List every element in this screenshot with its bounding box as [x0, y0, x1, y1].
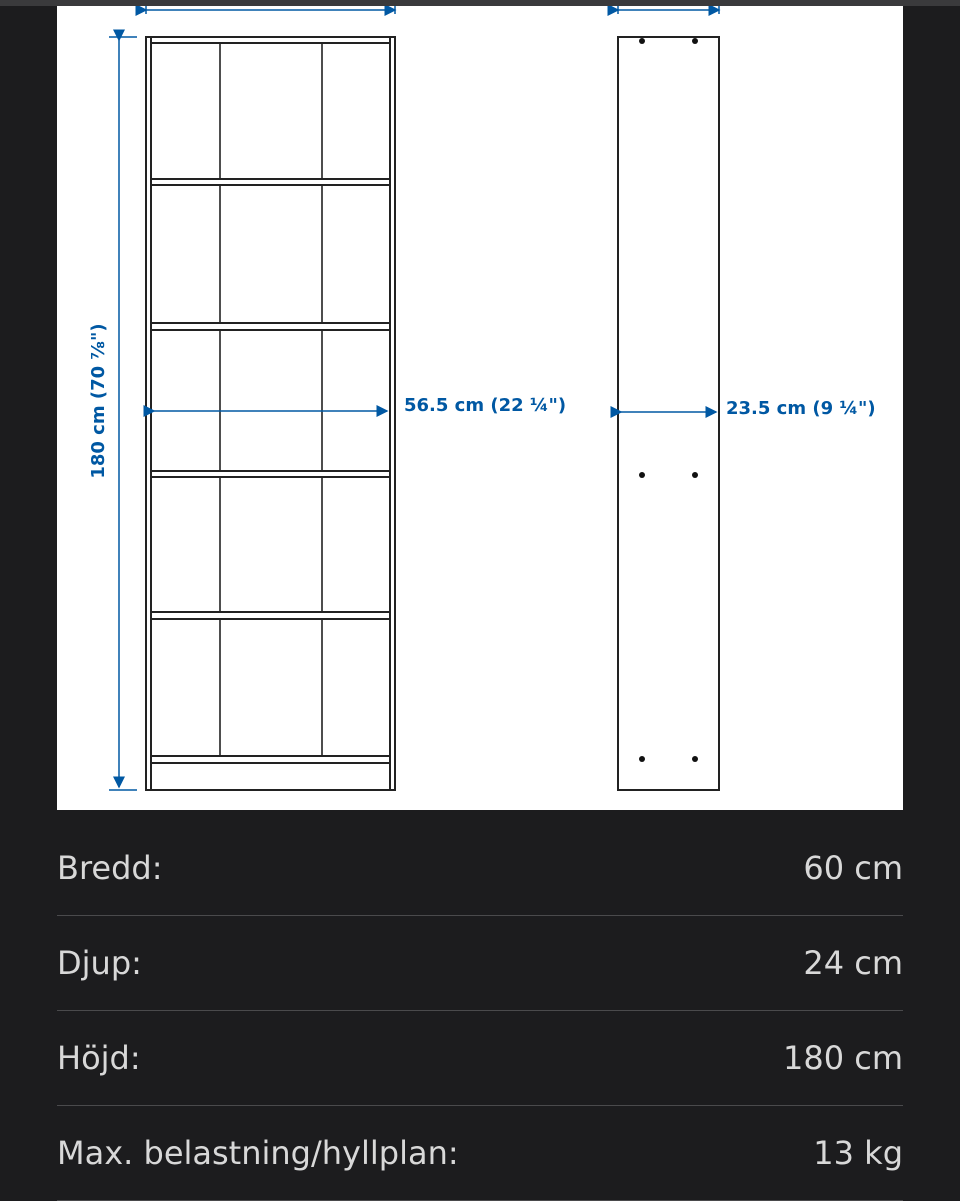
- spec-label: Höjd:: [57, 1039, 141, 1077]
- depth-label: 23.5 cm (9 ¼"): [726, 398, 876, 419]
- spec-label: Djup:: [57, 944, 142, 982]
- product-dimension-drawing: [57, 6, 903, 810]
- spec-label: Bredd:: [57, 849, 163, 887]
- spec-value: 60 cm: [803, 849, 903, 887]
- spec-value: 24 cm: [803, 944, 903, 982]
- shelf-pin-holes: [639, 38, 698, 762]
- dimension-svg: [57, 6, 903, 810]
- spec-label: Max. belastning/hyllplan:: [57, 1134, 459, 1172]
- side-view: [618, 37, 719, 790]
- front-view: [146, 37, 395, 790]
- spec-value: 180 cm: [782, 1039, 903, 1077]
- shelves: [151, 43, 390, 763]
- spec-row-width: [57, 821, 903, 916]
- back-panel-seams: [220, 43, 322, 756]
- spec-row-max-load: [57, 1106, 903, 1201]
- front-outer-frame: [146, 37, 395, 790]
- spec-row-height: [57, 1011, 903, 1106]
- side-panel: [618, 37, 719, 790]
- spec-row-depth: [57, 916, 903, 1011]
- height-dimension: [109, 37, 137, 790]
- spec-list: [57, 821, 903, 1201]
- spec-value: 13 kg: [813, 1134, 903, 1172]
- side-top-bracket: [618, 6, 719, 14]
- height-label: 180 cm (70 ⅞"): [88, 323, 109, 479]
- inner-width-label: 56.5 cm (22 ¼"): [404, 395, 567, 416]
- front-top-bracket: [146, 6, 395, 14]
